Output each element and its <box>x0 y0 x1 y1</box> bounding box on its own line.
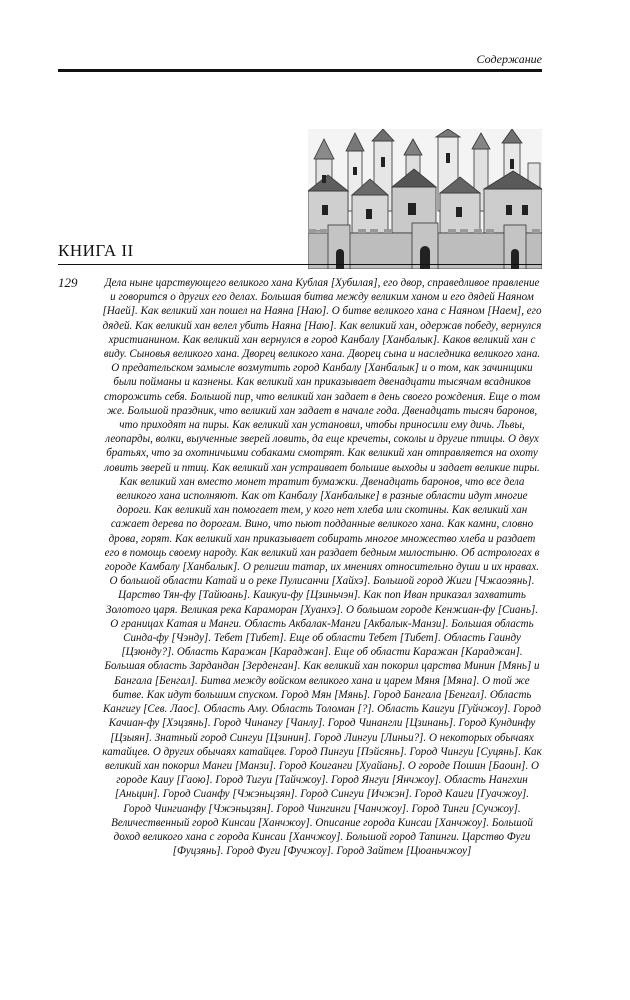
book-title: КНИГА II <box>58 241 134 260</box>
running-head: Содержание <box>476 52 542 66</box>
medieval-city-illustration <box>308 129 542 269</box>
contents-paragraph: Дела ныне царствующего великого хана Кублая [Хубилая], его двор, справедливое правление и говорится о других его делах. Большая битва между великим ханом и его дядей Наяном [Наей]. Как великий хан пошел на Наяна [Наю]. О битве великого хана с Наяном [Наем], его дядей. Как великий хан велел убить Наяна [Наю]. Как великий хан, одержав победу, вернулся христианином. Как великий хан вернулся в город Канбалу [Ханбалык]. Каков великий хан с виду. Сыновья великого хана. Дворец великого хана. Дворец сына и наследника великого хана. О предательском замысле возмутить город Канбалу [Ханбалык] и о том, как зачинщики были пойманы и казнены. Как великий хан приказывает двенадцати тысячам всадников сторожить себя. Большой пир, что великий хан задает в день своего рождения. Еще о том же. Большой праздник, что великий хан задает в начале года. Двенадцать тысяч баронов, что приходят на пиры. Как великий хан установил, чтобы приносили ему дичь. Львы, леопарды, волки, выученные зверей ловить, да еще кречеты, соколы и другие птицы. О двух братьях, что за охотничьими собаками смотрят. Как великий хан отправляется на охоту ловить зверей и птиц. Как великий хан устраивает большие выходы и задает великие пиры. Как великий хан вместо монет тратит бумажки. Двенадцать баронов, что все дела великого хана исполняют. Как от Канбалу [Ханбалыке] в разные области идут многие дороги. Как великий хан помогает тем, у кого нет хлеба или скотины. Как великий хан сажает деревa по дорогам. Вино, что пьют подданные великого хана. Как камни, словно дрова, горят. Как великий хан приказывает собирать многое множество хлеба и раздает его в помощь своему народу. Как великий хан раздает бедным милостыню. Об астрологах в городе Камбалу [Ханбалык]. О религии татар, их мнениях относительно души и их нравах. О большой области Катай и о реке Пулисанчи [Хайхэ]. Большой город Жиги [Чжаоэянь]. Царство Тян-фу [Тайюань]. Каикуи-фу [Цзиньчэн]. Как поп Иван приказал захватить Золотого царя. Великая река Караморан [Хуанхэ]. О большом городе Кенжиан-фу [Сиань]. О границах Катая и Манги. Область Акбалак-Манги [Акбалык-Манзи]. Большая область Синда-фу [Чэнду]. Тебет [Тибет]. Еще об области Тебет [Тибет]. Область Гаинду [Цзюнду?]. Область Каражан [Караджан]. Еще об области Каражан [Караджан]. Большая область Зардандан [Зерденган]. Как великий хан покорил царства Минин [Мянь] и Бангала [Бенгал]. Битва между войском великого хана и царем Мяня [Мяна]. О той же битве. Как идут большим спуском. Город Мян [Мянь]. Город Бангала [Бенгал]. Область Кангигу [Сев. Лаос]. Область Аму. Область Толоман [?]. Область Каигуи [Гуйчжоу]. Город Качиан-фу [Хэцзянь]. Город Чинангу [Чанлу]. Город Чинангли [Цзинань]. Город Кундинфу [Цзыян]. Знатный город Сингуи [Цзинин]. Город Лингуи [Линьи?]. О некоторых обычаях катайцев. О других обычаях катайцев. Город Пингуи [Пэйсянь]. Город Чингуи [Суцянь]. Как великий хан покорил Манги [Манзи]. Город Коиганги [Хуайань]. О городе Пошин [Баоин]. О городе Каиу [Гаою]. Город Тигуи [Тайчжоу]. Город Янгуи [Янчжоу]. Область Нангхин [Аньцин]. Город Сианфу [Чжэньцзян]. Город Сингуи [Ичжэн]. Город Каиги [Гуачжоу]. Город Чингианфу [Чжэньцзян]. Город Чингинги [Чанчжоу]. Город Тинги [Сучжоу]. Величественный город Кинсаи [Ханчжоу]. Описание города Кинсаи [Ханчжоу]. Большой доход великого хана с города Кинсаи [Ханчжоу]. Большой город Тапинги. Царство Фуги [Фуцзянь]. Город Фуги [Фучжоу]. Город Зайтем [Цюаньчжоу] <box>102 277 542 858</box>
header-rule <box>58 69 542 72</box>
page-number: 129 <box>58 275 78 290</box>
title-rule <box>58 264 542 265</box>
